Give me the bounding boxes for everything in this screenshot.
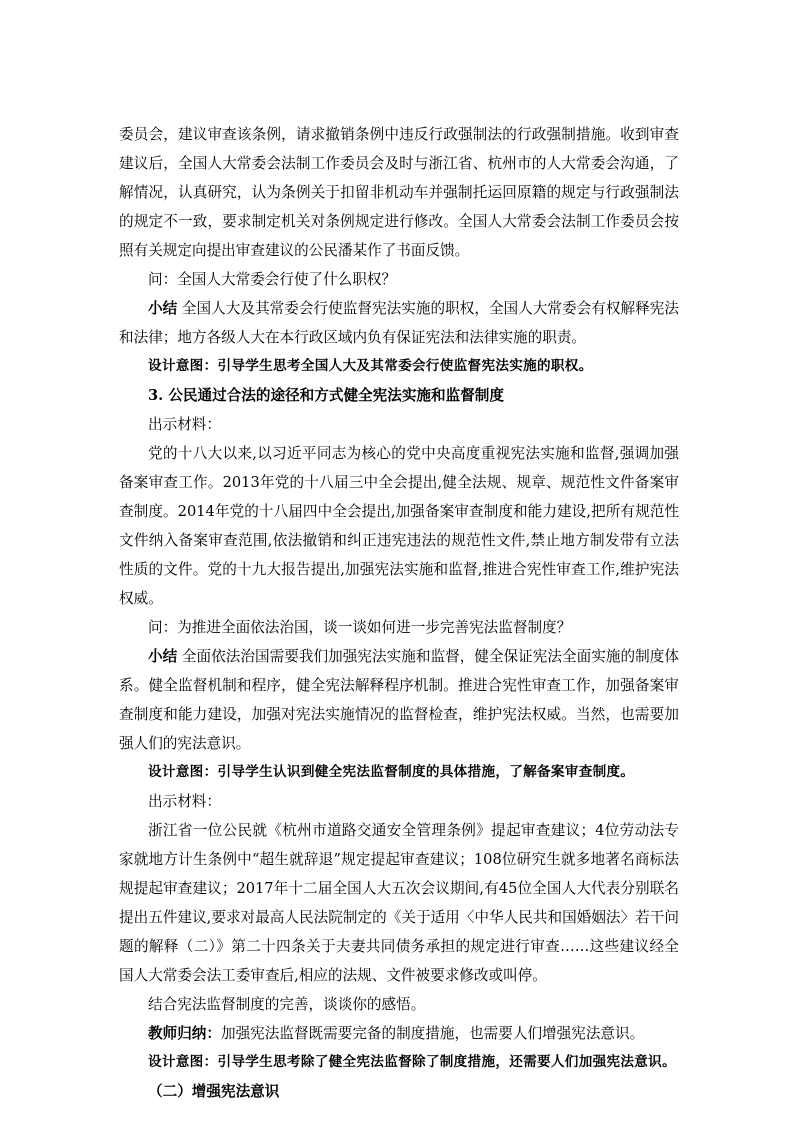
show-material-1: 出示材料：	[148, 416, 221, 433]
summary-label: 小结	[148, 648, 178, 665]
section-heading: （二）增强宪法意识	[148, 1083, 280, 1100]
design-intent-3: 设计意图：引导学生思考除了健全宪法监督除了制度措施，还需要人们加强宪法意识。	[148, 1054, 676, 1070]
material-paragraph-3: 浙江省一位公民就《杭州市道路交通安全管理条例》提起审查建议；4位劳动法专家就地方计生条例中“超生就辞退”规定提起审查建议；108位研究生就多地著名商标法规提起审查建议；2017年十二届全国人大五次会议期间,有45位全国人大代表分别联名提出五件建议,要求对最高人民法院制定的《关于适用〈中华人民共和国婚姻法〉若干问题的解释（二）》第二十四条关于夫妻共同债务承担的规定进行审查……这些建议经全国人大常委会法工委审查后,相应的法规、文件被要求修改或叫停。	[119, 822, 679, 984]
teacher-summary-text: 加强宪法监督既需要完备的制度措施，也需要人们增强宪法意识。	[220, 1025, 645, 1042]
summary-label: 小结	[148, 300, 178, 317]
summary-1	[119, 294, 679, 352]
material-paragraph-2: 党的十八大以来,以习近平同志为核心的党中央高度重视宪法实施和监督,强调加强备案审查工作。2013年党的十八届三中全会提出,健全法规、规章、规范性文件备案审查制度。2014年党的十八届四中全会提出,加强备案审查制度和能力建设,把所有规范性文件纳入备案审查范围,依法撤销和纠正违宪违法的规范性文件,禁止地方制发带有立法性质的文件。党的十九大报告提出,加强宪法实施和监督,推进合宪性审查工作,维护宪法权威。	[119, 445, 679, 607]
subheading-3: 3. 公民通过合法的途径和方式健全宪法实施和监督制度	[148, 387, 504, 404]
question-3: 结合宪法监督制度的完善，谈谈你的感悟。	[148, 996, 426, 1013]
question-2: 问：为推进全面依法治国，谈一谈如何进一步完善宪法监督制度？	[148, 619, 572, 636]
teacher-summary	[119, 1019, 679, 1048]
design-intent-1: 设计意图：引导学生思考全国人大及其常委会行使监督宪法实施的职权。	[148, 358, 593, 374]
summary-2	[119, 642, 679, 758]
teacher-summary-label: 教师归纳：	[148, 1025, 221, 1042]
show-material-2: 出示材料：	[148, 793, 221, 810]
summary-text: 全国人大及其常委会行使监督宪法实施的职权，全国人大常委会有权解释宪法和法律；地方各级人大在本行政区域内负有保证宪法和法律实施的职责。	[119, 300, 679, 346]
question-1: 问：全国人大常委会行使了什么职权？	[148, 271, 397, 288]
summary-text: 全面依法治国需要我们加强宪法实施和监督，健全保证宪法全面实施的制度体系。健全监督机制和程序，健全宪法解释程序机制。推进合宪性审查工作，加强备案审查制度和能力建设，加强对宪法实施情况的监督检查，维护宪法权威。当然，也需要加强人们的宪法意识。	[119, 648, 679, 752]
design-intent-2: 设计意图：引导学生认识到健全宪法监督制度的具体措施，了解备案审查制度。	[148, 764, 635, 780]
material-paragraph-continuation: 委员会，建议审查该条例，请求撤销条例中违反行政强制法的行政强制措施。收到审查建议后，全国人大常委会法制工作委员会及时与浙江省、杭州市的人大常委会沟通，了解情况，认真研究，认为条例关于扣留非机动车并强制托运回原籍的规定与行政强制法的规定不一致，要求制定机关对条例规定进行修改。全国人大常委会法制工作委员会按照有关规定向提出审查建议的公民潘某作了书面反馈。	[119, 126, 679, 259]
document-page	[119, 120, 679, 1106]
